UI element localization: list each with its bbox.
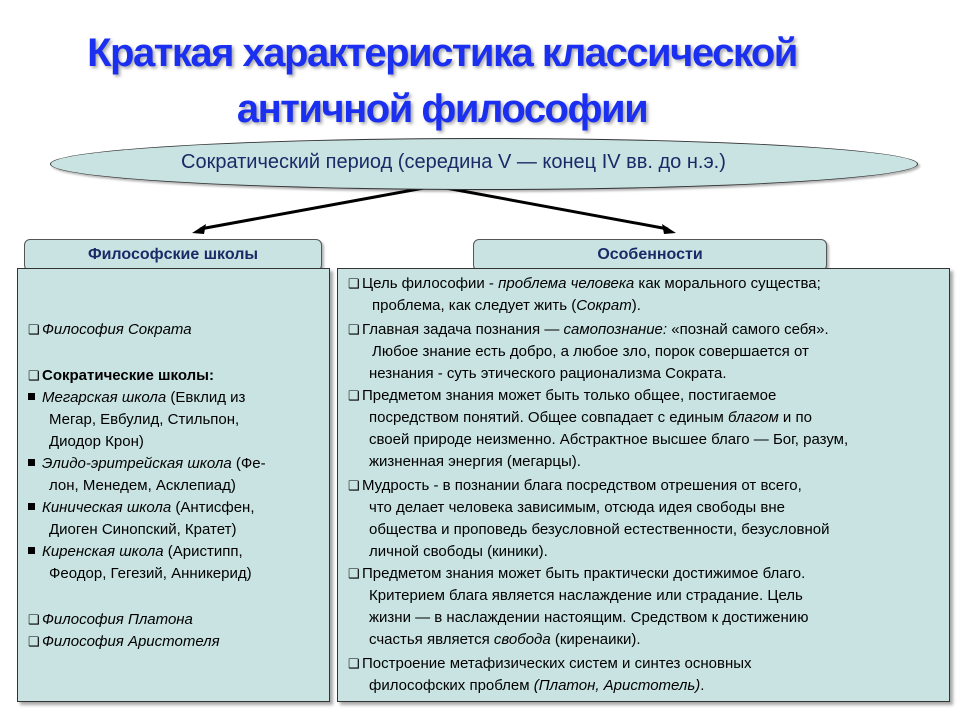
list-item: ❑ Предметом знания может быть только общее, постигаемое посредством понятий. Общее совпадает с единым благом и по своей природе неизменно. Абстрактное высшее благо — Бог, разум, жизненная энергия (мегарцы). [348, 387, 849, 470]
list-item: Киренская школа (Аристипп, Феодор, Гегезий, Анникерид) [28, 541, 324, 585]
list-item: ❑ Цель философии - проблема человека как морального существа; проблема, как следует жить (Сократ). [348, 275, 821, 314]
list-item: ❑ Философия Сократа [28, 319, 324, 341]
checkbox-bullet-icon: ❑ [348, 276, 360, 291]
checkbox-bullet-icon: ❑ [348, 656, 360, 671]
checkbox-bullet-icon: ❑ [348, 388, 360, 403]
square-bullet-icon [28, 503, 35, 510]
checkbox-bullet-icon: ❑ [28, 368, 40, 383]
period-label: Сократический период (середина V — конец IV вв. до н.э.) [181, 151, 726, 173]
checkbox-bullet-icon: ❑ [348, 322, 360, 337]
checkbox-bullet-icon: ❑ [348, 566, 360, 581]
period-ellipse [50, 138, 918, 190]
slide-title-line-2: античной философии [236, 87, 648, 131]
checkbox-bullet-icon: ❑ [28, 322, 40, 337]
square-bullet-icon [28, 547, 35, 554]
list-item: ❑ Философия Аристотеля [28, 631, 324, 653]
list-item: ❑ Построение метафизических систем и синтез основных философских проблем (Платон, Аристотель). [348, 655, 752, 694]
square-bullet-icon [28, 393, 35, 400]
list-item: ❑ Философия Платона [28, 609, 324, 631]
arrow-left-head [192, 224, 206, 234]
square-bullet-icon [28, 459, 35, 466]
list-item: Мегарская школа (Евклид из Мегар, Евбулид, Стильпон, Диодор Крон) [28, 387, 324, 453]
arrow-right-head [662, 224, 676, 234]
slide-title-line-1: Краткая характеристика классической [87, 31, 797, 75]
list-item: ❑ Главная задача познания — самопознание: «познай самого себя». Любое знание есть добро, а любое зло, порок совершается от незнания - суть этического рационализма Сократа. [348, 321, 829, 382]
checkbox-bullet-icon: ❑ [28, 634, 40, 649]
schools-panel [17, 268, 330, 702]
list-item: ❑ Предметом знания может быть практически достижимое благо. Критерием блага является наслаждение или страдание. Цель жизни — в наслаждении настоящим. Средством к достижению счастья является свобода (киренаики). [348, 565, 809, 648]
features-panel [337, 268, 950, 702]
list-item: Киническая школа (Антисфен, Диоген Синопский, Кратет) [28, 497, 324, 541]
list-item: ❑ Сократические школы: [28, 365, 324, 387]
checkbox-bullet-icon: ❑ [28, 612, 40, 627]
checkbox-bullet-icon: ❑ [348, 478, 360, 493]
features-header: Особенности [473, 239, 827, 271]
list-item: ❑ Мудрость - в познании блага посредством отрешения от всего, что делает человека зависимым, отсюда идея свободы вне общества и проповедь безусловной естественности, безусловной личной свободы (киники). [348, 477, 830, 560]
schools-header: Философские школы [24, 239, 322, 271]
list-item: Элидо-эритрейская школа (Фе- лон, Менедем, Асклепиад) [28, 453, 324, 497]
